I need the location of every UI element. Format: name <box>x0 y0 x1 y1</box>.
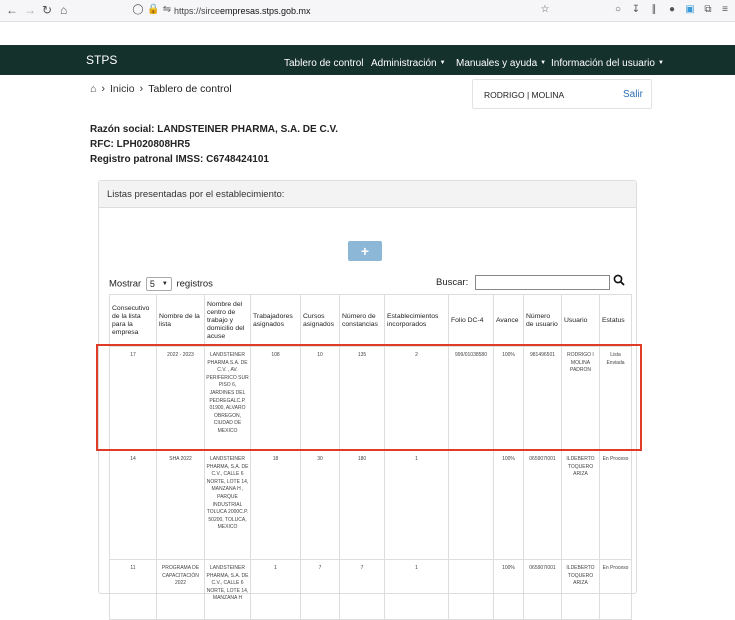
table-cell: 1 <box>385 560 449 620</box>
table-row[interactable] <box>110 560 632 620</box>
table-cell: 135 <box>340 347 385 451</box>
column-header[interactable]: Consecutivo de la lista para la empresa <box>110 295 157 347</box>
table-cell: LANDSTEINER PHARMA S.A. DE C.V. , AV. PERIFERICO SUR PISO 6, JARDINES DEL PEDREGALC.P. 01900, ALVARO OBREGON, CIUDAD DE MEXICO <box>205 347 251 451</box>
url-host: empresas.stps.gob.mx <box>220 6 311 16</box>
table-cell: 981496501 <box>524 347 562 451</box>
table-cell: 100% <box>494 347 524 451</box>
table-cell: LANDSTEINER PHARMA, S.A. DE C.V., CALLE 6 NORTE, LOTE 14, MANZANA H <box>205 560 251 620</box>
tracking-shield-icon[interactable]: ◯ <box>132 4 144 15</box>
app-menu-icon[interactable]: ≡ <box>722 4 728 15</box>
table-cell: 7 <box>301 560 340 620</box>
table-cell: 10 <box>301 347 340 451</box>
table-cell: LANDSTEINER PHARMA, S.A. DE C.V., CALLE 6 NORTE, LOTE 14, MANZANA H , PARQUE INDUSTRIAL TOLUCA 2000C.P. 50200, TOLUCA, MEXICO <box>205 451 251 560</box>
table-cell: En Proceso <box>600 451 632 560</box>
table-row[interactable] <box>110 451 632 560</box>
column-header[interactable]: Establecimientos incorporados <box>385 295 449 347</box>
menu-tablero[interactable] <box>284 58 364 69</box>
column-header[interactable]: Avance <box>494 295 524 347</box>
table-row[interactable] <box>110 347 632 451</box>
caret-down-icon: ▼ <box>540 60 547 67</box>
user-name: RODRIGO | MOLINA <box>484 90 565 100</box>
table-cell: SHA 2022 <box>157 451 205 560</box>
table-cell: 065907I001 <box>524 560 562 620</box>
table-cell: RODRIGO I MOLINA PADRON <box>562 347 600 451</box>
table-cell: 14 <box>110 451 157 560</box>
table-cell: 065907I001 <box>524 451 562 560</box>
column-header[interactable]: Cursos asignados <box>301 295 340 347</box>
column-header[interactable]: Número de constancias <box>340 295 385 347</box>
column-header[interactable]: Trabajadores asignados <box>251 295 301 347</box>
chevron-down-icon: ▼ <box>161 281 168 287</box>
table-cell: 30 <box>301 451 340 560</box>
lock-icon[interactable]: 🔒 <box>147 4 160 15</box>
table-cell: 2 <box>385 347 449 451</box>
table-cell: 7 <box>340 560 385 620</box>
chevron-right-icon: › <box>101 83 106 95</box>
search-icon[interactable] <box>613 274 625 286</box>
search-input[interactable] <box>475 275 610 290</box>
breadcrumb-home[interactable]: Inicio <box>110 83 135 95</box>
menu-label: Manuales y ayuda <box>456 58 538 69</box>
breadcrumb-current: Tablero de control <box>148 83 232 95</box>
table-cell: 999/01038580 <box>449 347 494 451</box>
column-header[interactable]: Folio DC-4 <box>449 295 494 347</box>
page-length-select[interactable] <box>146 277 172 291</box>
caret-down-icon: ▼ <box>439 60 446 67</box>
page-length-value: 5 <box>149 279 155 289</box>
table-cell: 1 <box>251 560 301 620</box>
extension-icon[interactable]: ▣ <box>685 4 695 15</box>
table-cell: 100% <box>494 560 524 620</box>
search-label: Buscar: <box>436 277 469 288</box>
permissions-icon[interactable]: ⇋ <box>162 4 172 15</box>
back-icon[interactable]: ← <box>6 3 18 17</box>
browser-toolbar <box>0 0 735 22</box>
show-suffix: registros <box>176 278 213 290</box>
menu-label: Administración <box>371 58 437 69</box>
table-cell <box>449 451 494 560</box>
column-header[interactable]: Usuario <box>562 295 600 347</box>
caret-down-icon: ▼ <box>657 60 664 67</box>
logout-link[interactable]: Salir <box>623 89 644 100</box>
menu-manuales[interactable] <box>456 58 546 69</box>
column-header[interactable]: Número de usuario <box>524 295 562 347</box>
listas-table <box>109 294 632 620</box>
table-cell: ILDEBERTO TOQUERO ARIZA <box>562 451 600 560</box>
menu-administracion[interactable] <box>371 58 446 69</box>
column-header[interactable]: Nombre del centro de trabajo y domicilio del acuse <box>205 295 251 347</box>
table-header-row <box>110 295 632 347</box>
downloads-icon[interactable]: ↧ <box>631 4 641 15</box>
account-icon[interactable]: ● <box>668 4 676 15</box>
pocket-icon[interactable]: ○ <box>614 4 622 15</box>
company-razon-social: Razón social: LANDSTEINER PHARMA, S.A. DE C.V. <box>90 124 338 135</box>
company-imss: Registro patronal IMSS: C6748424101 <box>90 154 269 165</box>
table-cell: PROGRAMA DE CAPACITACIÓN 2022 <box>157 560 205 620</box>
table-cell: 11 <box>110 560 157 620</box>
extensions-icon[interactable]: ⧉ <box>704 4 712 15</box>
table-cell: 1 <box>385 451 449 560</box>
table-cell: ILDEBERTO TOQUERO ARIZA <box>562 560 600 620</box>
table-cell: Lista Enviada <box>600 347 632 451</box>
table-cell: 2022 - 2023 <box>157 347 205 451</box>
show-prefix: Mostrar <box>109 278 142 290</box>
table-cell: En Proceso <box>600 560 632 620</box>
table-cell: 18 <box>251 451 301 560</box>
company-info <box>90 122 338 167</box>
add-list-button[interactable] <box>348 241 382 261</box>
url-prefix: https://sirce <box>174 6 221 16</box>
panel-header <box>99 181 636 208</box>
library-icon[interactable]: ∥ <box>651 4 657 15</box>
user-box <box>472 79 652 109</box>
panel-title: Listas presentadas por el establecimiento: <box>107 189 285 200</box>
company-rfc: RFC: LPH020808HR5 <box>90 139 191 150</box>
top-navbar <box>0 45 735 75</box>
home-icon[interactable]: ⌂ <box>90 83 97 95</box>
column-header[interactable]: Estatus <box>600 295 632 347</box>
table-cell: 180 <box>340 451 385 560</box>
menu-label: Información del usuario <box>551 58 655 69</box>
column-header[interactable]: Nombre de la lista <box>157 295 205 347</box>
plus-icon: + <box>360 243 370 259</box>
bookmark-star-icon[interactable]: ☆ <box>540 4 550 15</box>
home-icon[interactable]: ⌂ <box>60 3 68 17</box>
forward-icon[interactable]: → <box>24 3 36 17</box>
table-cell: 108 <box>251 347 301 451</box>
table-cell: 17 <box>110 347 157 451</box>
listas-panel <box>98 180 637 602</box>
brand-logo[interactable]: STPS <box>86 53 118 67</box>
table-cell: 100% <box>494 451 524 560</box>
menu-informacion-usuario[interactable] <box>551 58 664 69</box>
table-cell <box>449 560 494 620</box>
page-length-control <box>109 277 213 291</box>
menu-label: Tablero de control <box>284 58 364 69</box>
breadcrumb <box>90 83 232 95</box>
chevron-right-icon: › <box>139 83 144 95</box>
reload-icon[interactable]: ↻ <box>42 3 53 17</box>
